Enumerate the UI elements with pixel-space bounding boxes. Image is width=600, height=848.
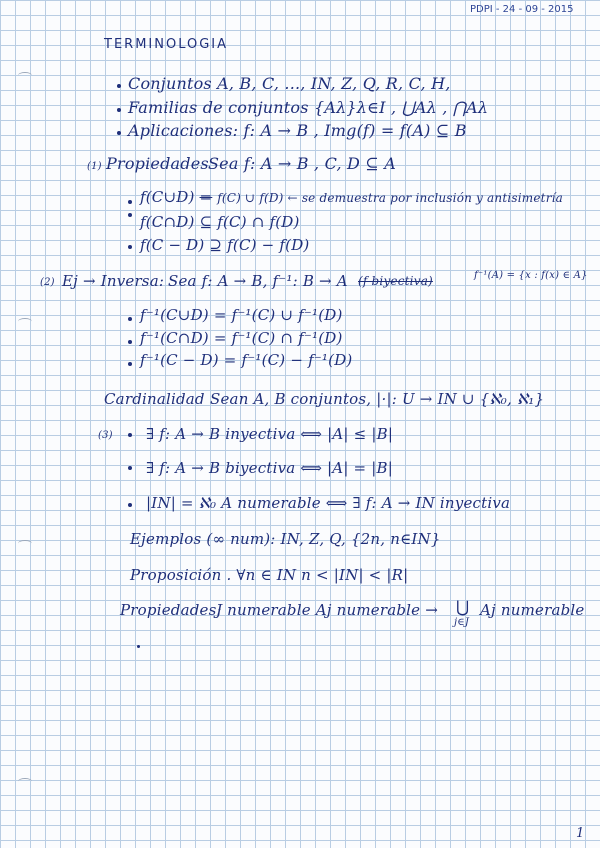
bullet bbox=[117, 131, 121, 135]
final-properties-statement: J numerable Aj numerable → bbox=[216, 601, 438, 619]
union-index: j∈J bbox=[454, 617, 470, 628]
final-properties-tail: Aj numerable bbox=[480, 601, 585, 619]
stray-dot bbox=[137, 645, 140, 648]
property-difference: f(C − D) ⊇ f(C) − f(D) bbox=[140, 236, 310, 254]
property-union bbox=[140, 188, 563, 206]
bullet bbox=[128, 200, 132, 204]
date-header: PDPI - 24 - 09 - 2015 bbox=[470, 4, 574, 15]
bullet bbox=[128, 317, 132, 321]
cardinality-statement: Sean A, B conjuntos, |·|: U → IN ∪ {ℵ₀, ℵ₁} bbox=[210, 390, 545, 408]
union-symbol: ⋃ bbox=[456, 597, 470, 616]
terminology-maps: Aplicaciones: f: A → B , Img(f) = f(A) ⊆ B bbox=[128, 121, 467, 140]
proposition-line: Proposición . ∀n ∈ IN n < |IN| < |R| bbox=[130, 566, 409, 584]
bullet bbox=[128, 340, 132, 344]
properties-label: Propiedades bbox=[106, 154, 209, 173]
bijective-statement: ∃ f: A → B biyectiva ⟺ |A| = |B| bbox=[146, 459, 394, 477]
bullet bbox=[128, 245, 132, 249]
bullet bbox=[117, 108, 121, 112]
inverse-intersection: f⁻¹(C∩D) = f⁻¹(C) ∩ f⁻¹(D) bbox=[140, 329, 343, 347]
final-properties-label: Propiedades: bbox=[120, 601, 222, 619]
page-title: TERMINOLOGIA bbox=[104, 37, 229, 52]
terminology-families: Familias de conjuntos {Aλ}λ∈I , ⋃Aλ , ⋂Aλ bbox=[128, 98, 489, 117]
bullet bbox=[128, 213, 132, 217]
property-union-mid: = bbox=[199, 188, 213, 206]
injective-statement: ∃ f: A → B inyectiva ⟺ |A| ≤ |B| bbox=[146, 425, 394, 443]
inverse-label: Ej → Inversa: bbox=[62, 272, 165, 290]
bullet bbox=[117, 84, 121, 88]
section-marker: (1) bbox=[87, 161, 102, 172]
page-number: 1 bbox=[576, 826, 585, 841]
cardinality-label: Cardinalidad bbox=[104, 390, 205, 408]
inverse-difference: f⁻¹(C − D) = f⁻¹(C) − f⁻¹(D) bbox=[140, 351, 353, 369]
inverse-statement: Sea f: A → B, f⁻¹: B → A bbox=[168, 272, 348, 290]
punch-mark bbox=[18, 318, 32, 325]
inverse-struck-note: (f biyectiva) bbox=[358, 274, 433, 288]
inverse-union: f⁻¹(C∪D) = f⁻¹(C) ∪ f⁻¹(D) bbox=[140, 306, 343, 324]
inverse-definition: f⁻¹(A) = {x : f(x) ∈ A} bbox=[474, 270, 588, 281]
examples-line: Ejemplos (∞ num): IN, Z, Q, {2n, n∈IN} bbox=[130, 530, 441, 548]
property-intersection: f(C∩D) ⊆ f(C) ∩ f(D) bbox=[140, 213, 300, 231]
property-union-lhs: f(C∪D) bbox=[140, 188, 195, 206]
punch-mark bbox=[18, 540, 32, 547]
countable-statement: |IN| = ℵ₀ A numerable ⟺ ∃ f: A → IN inyectiva bbox=[146, 494, 511, 512]
section-marker: (3) bbox=[98, 430, 113, 441]
punch-mark bbox=[18, 778, 32, 785]
bullet bbox=[128, 503, 132, 507]
property-union-rhs: f(C) ∪ f(D) ← se demuestra por inclusión y antisimetría bbox=[217, 191, 564, 205]
bullet bbox=[128, 433, 132, 437]
bullet bbox=[128, 466, 132, 470]
properties-statement: Sea f: A → B , C, D ⊆ A bbox=[208, 154, 397, 173]
punch-mark bbox=[18, 72, 32, 79]
section-marker: (2) bbox=[40, 277, 55, 288]
bullet bbox=[128, 362, 132, 366]
terminology-sets: Conjuntos A, B, C, ..., IN, Z, Q, R, C, H, bbox=[128, 74, 451, 93]
